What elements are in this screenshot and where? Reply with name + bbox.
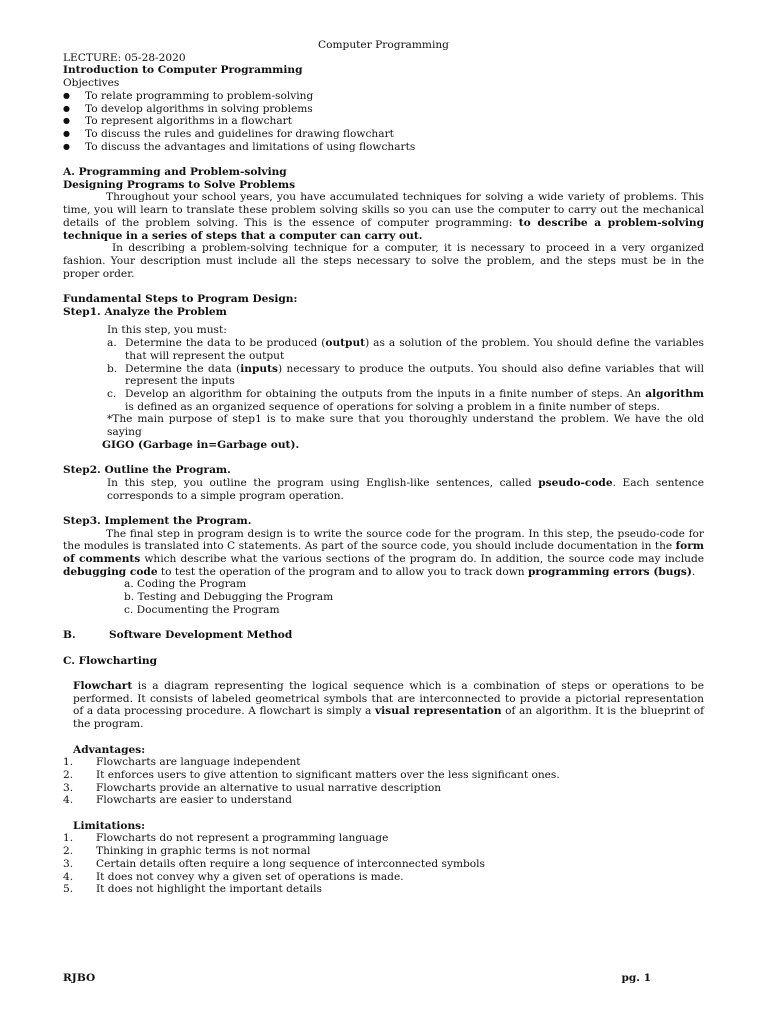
emphasis-text: debugging code <box>63 565 158 578</box>
item-label: a. <box>107 337 117 350</box>
item-text: It does not highlight the important details <box>96 883 322 896</box>
item-text: Determine the data to be produced ( <box>125 337 326 350</box>
paragraph-text: Throughout your school years, you have accumulated techniques for solving a wide variety of problems. This time, you will learn to translate these problem solving skills so you can use the computer to carry out the mechanical details of the problem solving. This is the essence of computer programming: <box>63 191 704 229</box>
limitations-label: Limitations: <box>73 819 146 832</box>
list-item <box>63 794 704 807</box>
item-number: 1. <box>63 756 74 769</box>
step1-intro: In this step, you must: <box>107 324 227 337</box>
lecture-date: LECTURE: 05-28-2020 <box>63 51 186 64</box>
item-text: It does not convey why a given set of operations is made. <box>96 870 404 883</box>
item-text: It enforces users to give attention to significant matters over the less significant ones. <box>96 768 560 781</box>
step2-paragraph <box>63 477 704 502</box>
list-item <box>63 871 704 884</box>
item-number: 3. <box>63 781 74 794</box>
advantages-label: Advantages: <box>73 743 146 756</box>
item-number: 4. <box>63 870 74 883</box>
list-item <box>63 782 704 795</box>
emphasis-text: to describe a problem-solving technique in a series of steps that a computer can carry out. <box>63 216 704 242</box>
item-text: ) as a solution of the problem. You should define the variables that will represent the output <box>125 337 704 362</box>
item-bold: algorithm <box>645 387 704 400</box>
item-number: 1. <box>63 832 74 845</box>
footer-initials: RJBO <box>63 972 96 984</box>
emphasis-text: programming errors (bugs) <box>527 565 692 578</box>
emphasis-text: form of comments <box>63 540 704 566</box>
item-bold: inputs <box>240 362 278 375</box>
paragraph-text: is a diagram representing the logical sequence which is a combination of steps or operations to be performed. It consists of labeled geometrical symbols that are interconnected to provide a pictorial representation of a data processing procedure. A flowchart is simply a <box>73 680 704 718</box>
item-text: is defined as an organized sequence of operations for solving a problem in a finite number of steps. <box>125 400 660 413</box>
item-label: b. <box>107 362 118 375</box>
list-item: ● To relate programming to problem-solving <box>63 90 704 103</box>
section-b-heading <box>63 629 704 642</box>
list-item: c. Documenting the Program <box>124 603 280 616</box>
objectives-list <box>63 90 704 154</box>
list-item: a. Coding the Program <box>124 578 247 591</box>
step3-list <box>63 578 704 616</box>
list-item: ● To discuss the rules and guidelines for drawing flowchart <box>63 128 704 141</box>
item-number: 4. <box>63 794 74 807</box>
lecture-title: Introduction to Computer Programming <box>63 64 303 77</box>
section-title: Software Development Method <box>109 629 293 642</box>
section-a-heading: A. Programming and Problem-solving <box>63 166 287 179</box>
limitations-block <box>63 820 704 833</box>
list-item <box>63 756 704 769</box>
item-number: 2. <box>63 768 74 781</box>
page-number: pg. 1 <box>621 972 651 984</box>
step1-note: *The main purpose of step1 is to make sure that you thoroughly understand the problem. We have the old saying <box>107 413 704 439</box>
item-text: Develop an algorithm for obtaining the outputs from the inputs in a finite number of steps. An <box>125 387 646 400</box>
list-item <box>107 363 704 388</box>
fundamental-steps-heading: Fundamental Steps to Program Design: <box>63 293 298 306</box>
section-a-paragraph-2: In describing a problem-solving technique for a computer, it is necessary to proceed in a very organized fashion. Your description must include all the steps necessary to solve the problem, and the steps must be in the proper order. <box>63 242 704 280</box>
emphasis-text: visual representation <box>374 705 502 718</box>
document-page <box>63 39 704 896</box>
item-bold: output <box>325 337 366 350</box>
item-label: c. <box>107 387 117 400</box>
paragraph-text: which describe what the various sections of the program do. In addition, the source code may include <box>140 553 705 566</box>
item-text: Flowcharts provide an alternative to usual narrative description <box>96 781 442 794</box>
paragraph-text: In this step, you outline the program using English-like sentences, called <box>107 476 539 489</box>
item-number: 5. <box>63 883 74 896</box>
paragraph-text: to test the operation of the program and to allow you to track down <box>157 565 528 578</box>
section-letter: B. <box>63 629 76 642</box>
list-item: ● To develop algorithms in solving problems <box>63 103 704 116</box>
item-text: ) necessary to produce the outputs. You should also define variables that will represent the inputs <box>125 362 704 388</box>
step3-paragraph <box>63 528 704 579</box>
emphasis-text: pseudo-code <box>538 476 613 489</box>
list-item <box>63 858 704 871</box>
section-a-subheading: Designing Programs to Solve Problems <box>63 178 296 191</box>
gigo-saying: GIGO (Garbage in=Garbage out). <box>102 438 300 451</box>
list-item <box>107 388 704 413</box>
item-text: Determine the data ( <box>125 362 241 375</box>
item-text: Flowcharts are language independent <box>96 756 301 769</box>
paragraph-text: . <box>691 565 696 578</box>
item-text: Certain details often require a long sequence of interconnected symbols <box>96 857 485 870</box>
flowchart-block <box>63 680 704 756</box>
step3-heading: Step3. Implement the Program. <box>63 514 252 527</box>
list-item: ● To discuss the advantages and limitations of using flowcharts <box>63 141 704 154</box>
list-item: ● To represent algorithms in a flowchart <box>63 115 704 128</box>
item-number: 2. <box>63 845 74 858</box>
section-c-heading: C. Flowcharting <box>63 654 157 667</box>
step1-heading: Step1. Analyze the Problem <box>63 305 227 318</box>
list-item <box>107 337 704 362</box>
paragraph-text: . Each sentence corresponds to a simple program operation. <box>107 476 704 502</box>
list-item <box>63 832 704 845</box>
limitations-list <box>63 832 704 896</box>
paragraph-text: The final step in program design is to write the source code for the program. In this step, the pseudo-code for the modules is translated into C statements. As part of the source code, you should include documentation in the <box>63 527 704 553</box>
list-item <box>63 845 704 858</box>
step1-list <box>63 337 704 413</box>
list-item: b. Testing and Debugging the Program <box>124 591 334 604</box>
paragraph-text: of an algorithm. It is the blueprint of the program. <box>73 705 705 731</box>
item-number: 3. <box>63 857 74 870</box>
step2-heading: Step2. Outline the Program. <box>63 464 231 477</box>
advantages-list <box>63 756 704 807</box>
item-text: Flowcharts do not represent a programming language <box>96 832 389 845</box>
item-text: Thinking in graphic terms is not normal <box>96 845 311 858</box>
list-item <box>63 769 704 782</box>
objectives-label: Objectives <box>63 77 120 90</box>
section-a-paragraph-1 <box>63 191 704 242</box>
emphasis-text: Flowchart <box>73 680 133 693</box>
flowchart-definition <box>73 680 704 731</box>
item-text: Flowcharts are easier to understand <box>96 794 292 807</box>
list-item <box>63 883 704 896</box>
page-header-title: Computer Programming <box>318 39 449 51</box>
